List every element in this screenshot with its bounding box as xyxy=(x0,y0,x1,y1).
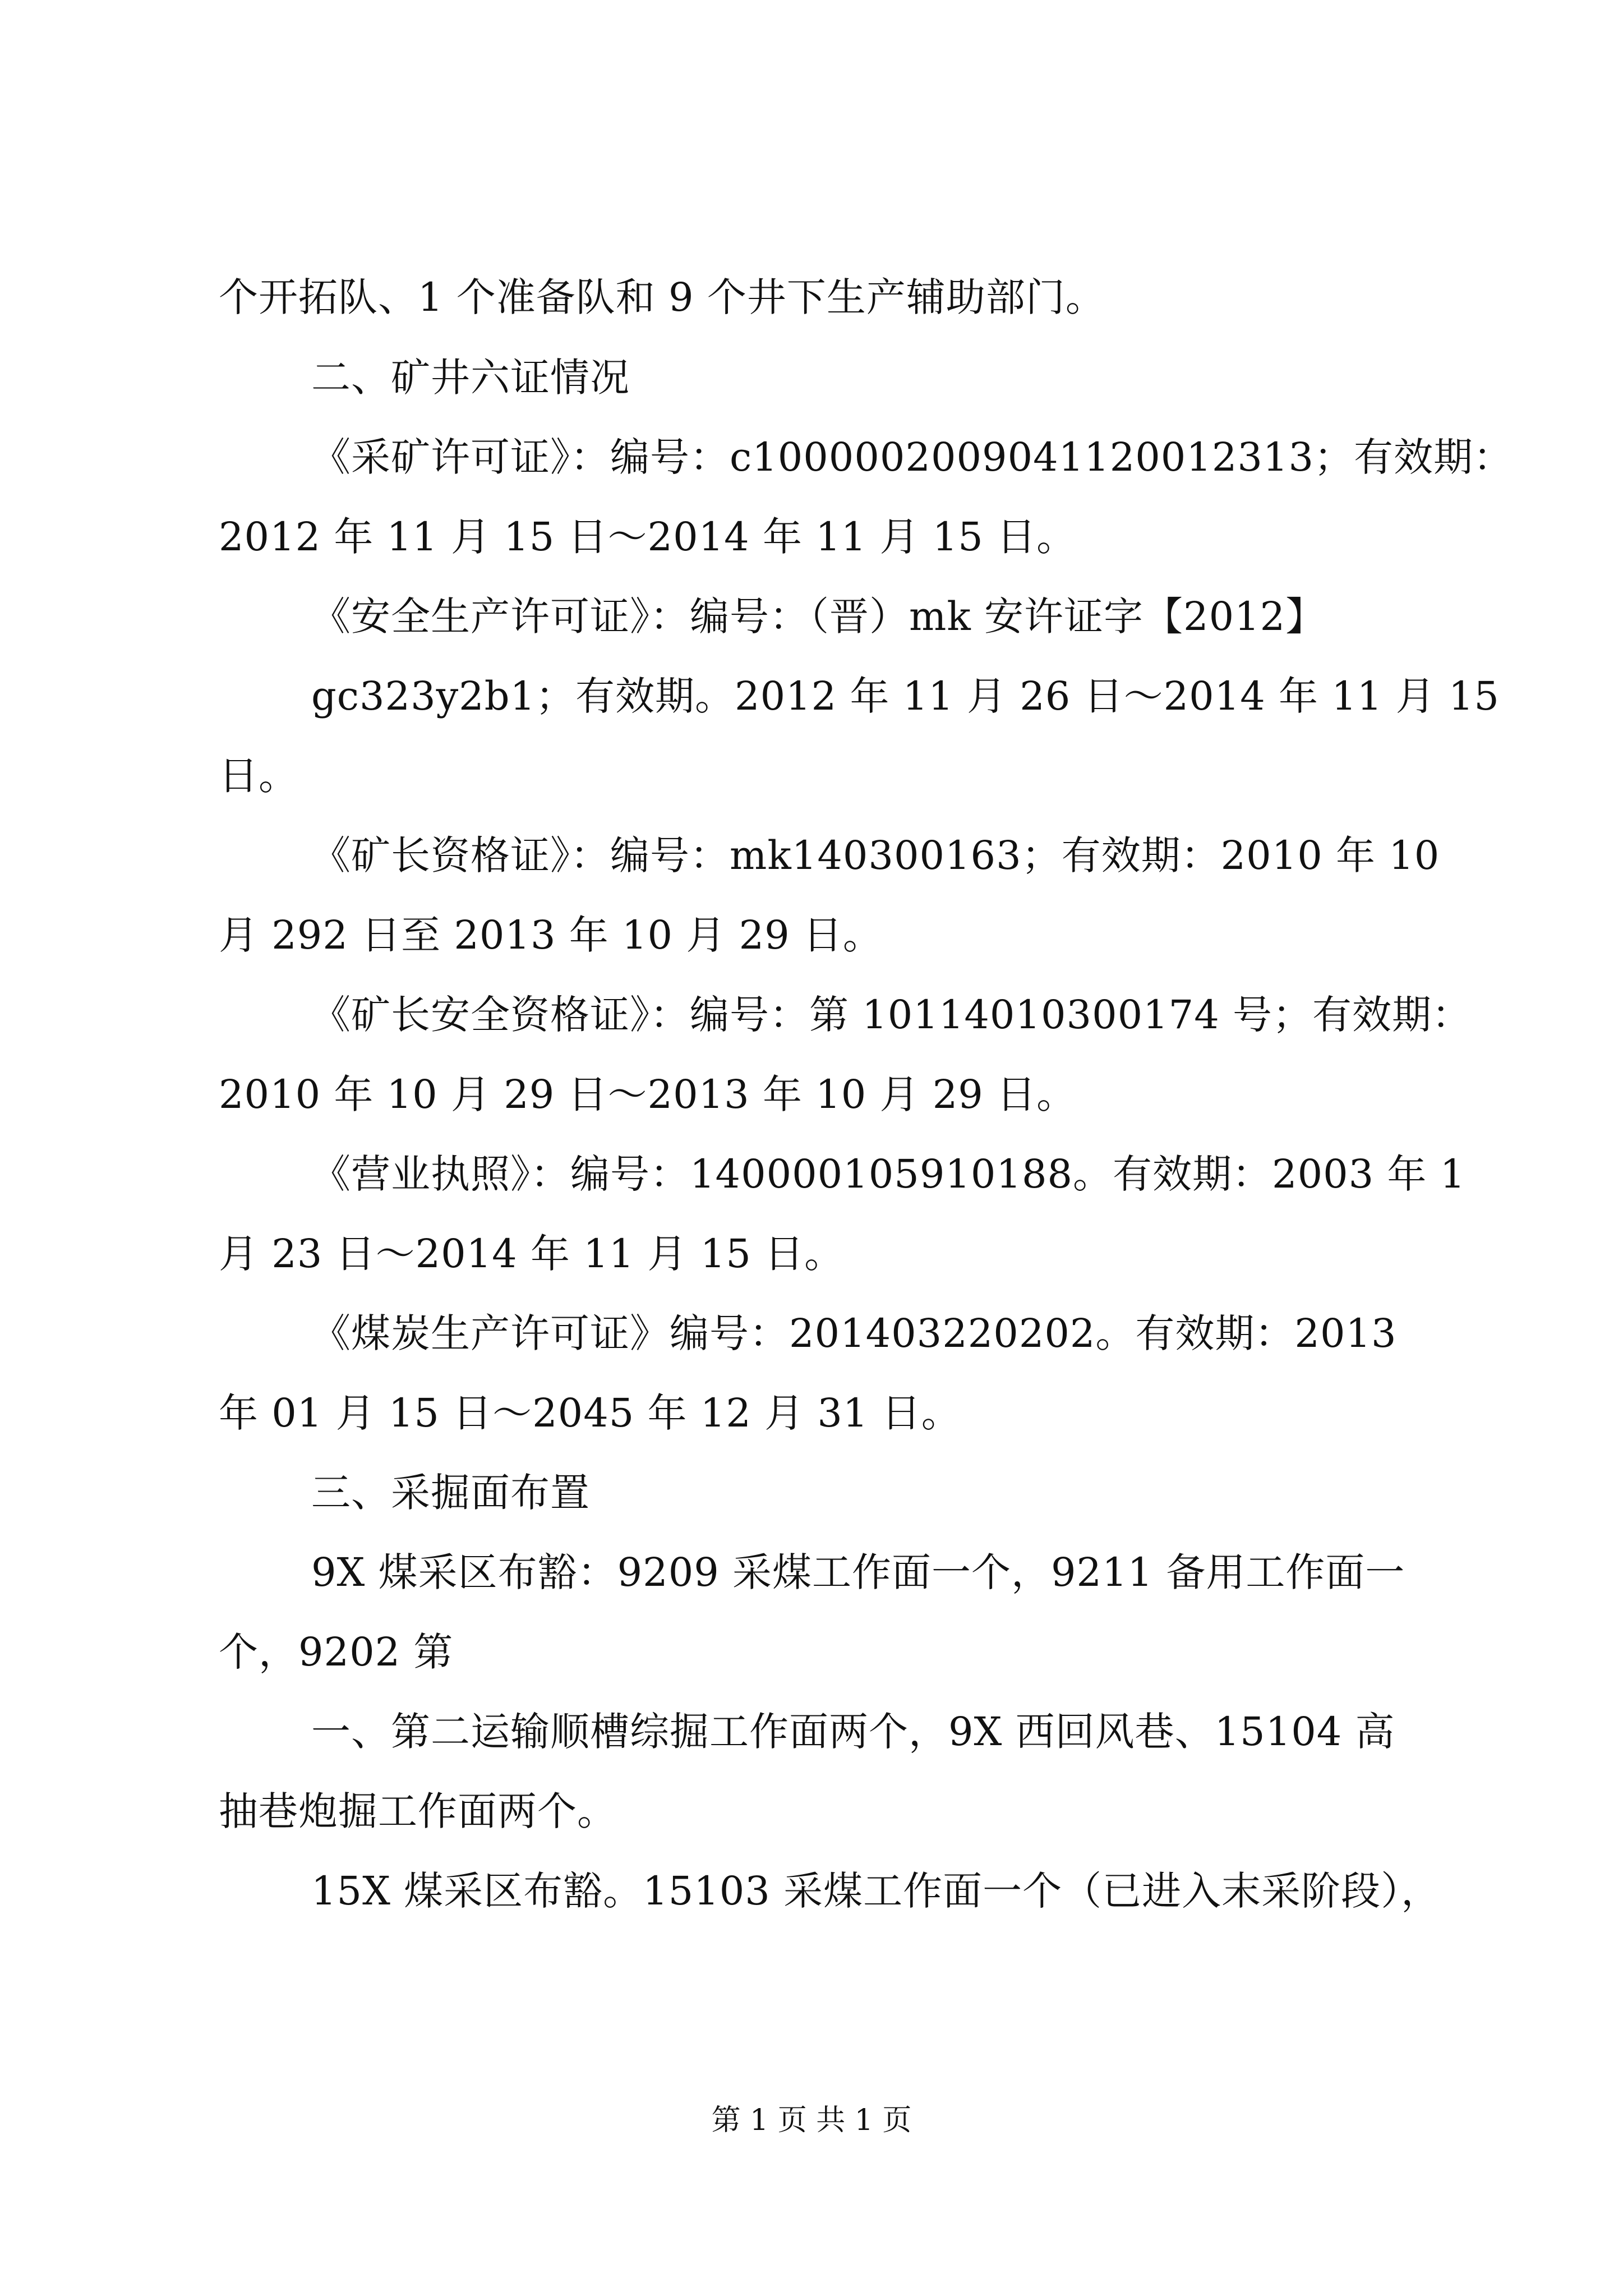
text-line: 月 292 日至 2013 年 10 月 29 日。 xyxy=(219,912,883,958)
page-footer: 第 1 页 共 1 页 xyxy=(711,2104,912,2137)
text-line: 《采矿许可证》：编号：c1000002009041120012313；有效期： xyxy=(311,434,1513,480)
text-line: 个，9202 第 xyxy=(219,1629,454,1675)
text-line: 2010 年 10 月 29 日～2013 年 10 月 29 日。 xyxy=(219,1071,1077,1117)
section-heading: 三、采掘面布置 xyxy=(311,1470,590,1516)
text-line: 月 23 日～2014 年 11 月 15 日。 xyxy=(219,1231,845,1277)
text-line: gc323y2b1；有效期。2012 年 11 月 26 日～2014 年 11 月 15 xyxy=(311,673,1500,719)
text-line: 《安全生产许可证》：编号：（晋）mk 安许证字【2012】 xyxy=(311,593,1326,639)
text-line: 《煤炭生产许可证》编号：201403220202。有效期：2013 xyxy=(311,1310,1397,1356)
text-line: 抽巷炮掘工作面两个。 xyxy=(219,1788,617,1834)
text-line: 日。 xyxy=(219,753,298,799)
text-line: 《矿长安全资格证》：编号：第 10114010300174 号；有效期： xyxy=(311,992,1472,1038)
text-line: 个开拓队、1 个准备队和 9 个井下生产辅助部门。 xyxy=(219,274,1105,320)
text-line: 《营业执照》：编号：140000105910188。有效期：2003 年 1 xyxy=(311,1151,1466,1197)
text-line: 年 01 月 15 日～2045 年 12 月 31 日。 xyxy=(219,1390,961,1436)
text-line: 15X 煤采区布豁。15103 采煤工作面一个（已进入末采阶段）， xyxy=(311,1868,1441,1914)
text-line: 9X 煤采区布豁：9209 采煤工作面一个，9211 备用工作面一 xyxy=(311,1549,1405,1595)
text-line: 《矿长资格证》：编号：mk140300163；有效期：2010 年 10 xyxy=(311,832,1440,878)
text-line: 一、第二运输顺槽综掘工作面两个，9X 西回风巷、15104 高 xyxy=(311,1709,1395,1755)
text-line: 2012 年 11 月 15 日～2014 年 11 月 15 日。 xyxy=(219,514,1077,560)
section-heading: 二、矿井六证情况 xyxy=(311,355,630,401)
